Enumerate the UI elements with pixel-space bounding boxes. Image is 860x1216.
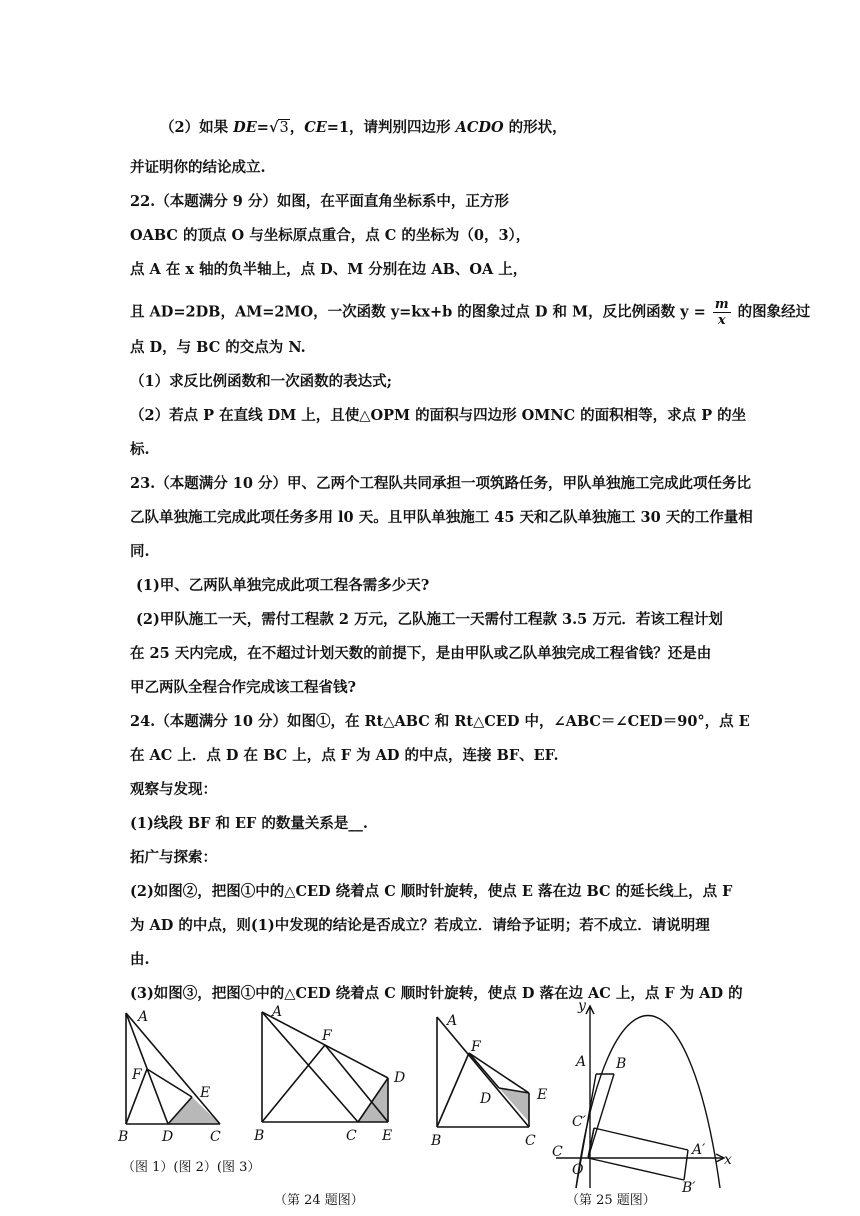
label-c: C [552, 1144, 563, 1160]
text-seg: =1，请判别四边形 [326, 119, 456, 136]
figure-2 [250, 1000, 420, 1146]
q22-line-2: OABC 的顶点 O 与坐标原点重合，点 C 的坐标为（0，3）， [130, 227, 531, 244]
q24-part2-line2: 为 AD 的中点，则(1)中发现的结论是否成立？若成立．请给予证明；若不成立．请说明理 [130, 917, 710, 934]
label-b: B [616, 1056, 627, 1072]
caption-q24: （第 24 题图） [274, 1193, 364, 1208]
figure-25 [548, 998, 738, 1193]
q24-extend: 拓广与探索： [130, 849, 217, 866]
label-a: A [447, 1013, 458, 1029]
text-seg: 且 AD=2DB，AM=2MO，一次函数 y=kx+b 的图象过点 D 和 M，反比例函数 y = [130, 303, 711, 321]
q24-part1: (1)线段 BF 和 EF 的数量关系是__. [130, 815, 368, 832]
q24-observe: 观察与发现： [130, 781, 217, 798]
q22-part1: （1）求反比例函数和一次函数的表达式; [130, 373, 392, 390]
figure-1 [110, 1005, 230, 1145]
q23-line-2: 乙队单独施工完成此项任务多用 l0 天。且甲队单独施工 45 天和乙队单独施工 30 天的工作量相 [130, 509, 753, 526]
q22-line-3: 点 A 在 x 轴的负半轴上，点 D、M 分别在边 AB、OA 上， [130, 261, 528, 278]
q21-part2-line [160, 118, 567, 138]
label-f: F [322, 1028, 332, 1044]
text-seg: DE [233, 119, 257, 136]
label-e: E [382, 1128, 393, 1144]
label-b: B [118, 1129, 129, 1145]
parabola [576, 1016, 720, 1189]
label-e: E [537, 1087, 548, 1103]
label-b: B [431, 1133, 442, 1149]
text-seg: （2）如果 [160, 119, 234, 136]
q23-line-3: 同. [130, 543, 150, 560]
text-seg: x [717, 313, 726, 328]
fraction-m-over-x [713, 297, 731, 328]
label-c: C [210, 1129, 221, 1145]
label-c-prime: C′ [572, 1114, 586, 1130]
text-seg: 的形状， [503, 119, 567, 136]
text-seg: 3 [279, 120, 289, 136]
label-y: y [578, 998, 586, 1014]
text-seg: m [714, 297, 729, 312]
sqrt-three: √3 [268, 119, 289, 136]
q22-part2-end: 标. [130, 441, 150, 458]
q24-part2: (2)如图②，把图①中的△CED 绕着点 C 顺时针旋转，使点 E 落在边 BC 的延长线上，点 F [130, 883, 733, 900]
label-a: A [272, 1004, 283, 1020]
label-f: F [471, 1039, 481, 1055]
text-seg: ACDO [455, 119, 504, 136]
label-c: C [346, 1128, 357, 1144]
text-seg: 的图象经过 [732, 303, 811, 321]
q24-line-1: 24.（本题满分 10 分）如图①，在 Rt△ABC 和 Rt△CED 中，∠ABC＝∠CED＝90°，点 E [130, 713, 750, 730]
label-b-prime: B′ [682, 1180, 696, 1193]
label-f: F [132, 1067, 142, 1083]
label-x: x [724, 1152, 732, 1168]
label-o: O [572, 1162, 584, 1178]
label-d: D [480, 1091, 492, 1107]
label-a: A [138, 1009, 149, 1025]
q22-line-4 [130, 297, 810, 328]
label-a-prime: A′ [692, 1142, 706, 1158]
q23-line-1: 23.（本题满分 10 分）甲、乙两个工程队共同承担一项筑路任务，甲队单独施工完成此项任务比 [130, 475, 751, 492]
text-seg: ， [289, 119, 305, 136]
q21-line-2: 并证明你的结论成立. [130, 159, 266, 176]
q22-part2: （2）若点 P 在直线 DM 上，且使△OPM 的面积与四边形 OMNC 的面积相等，求点 P 的坐 [130, 407, 747, 424]
label-b: B [254, 1128, 265, 1144]
text-seg: = [256, 119, 269, 136]
text-seg: CE [304, 119, 327, 136]
shaded-triangle [499, 1088, 529, 1122]
q23-part2: (2)甲队施工一天，需付工程款 2 万元，乙队施工一天需付工程款 3.5 万元．若该工程计划 [136, 611, 723, 628]
q23-part2-line3: 甲乙两队全程合作完成该工程省钱? [130, 679, 356, 696]
q24-part3: (3)如图③，把图①中的△CED 绕着点 C 顺时针旋转，使点 D 落在边 AC 上，点 F 为 AD 的 [130, 985, 743, 1002]
label-c: C [525, 1133, 536, 1149]
figure-3 [425, 1005, 555, 1151]
q22-line-1: 22.（本题满分 9 分）如图，在平面直角坐标系中，正方形 [130, 193, 509, 210]
caption-q25: （第 25 题图） [566, 1193, 656, 1208]
q23-part1: (1)甲、乙两队单独完成此项工程各需多少天? [136, 577, 430, 594]
shaded-triangle [168, 1097, 220, 1124]
label-a: A [576, 1054, 587, 1070]
label-e: E [200, 1085, 211, 1101]
q23-part2-line2: 在 25 天内完成，在不超过计划天数的前提下，是由甲队或乙队单独完成工程省钱？还是由 [130, 645, 712, 662]
label-d: D [162, 1129, 174, 1145]
label-d: D [394, 1070, 406, 1086]
q22-line-5: 点 D，与 BC 的交点为 N. [130, 339, 306, 356]
q24-part2-line3: 由. [130, 951, 150, 968]
caption-fig123: （图 1）(图 2）(图 3） [122, 1160, 261, 1175]
q24-line-2: 在 AC 上．点 D 在 BC 上，点 F 为 AD 的中点，连接 BF、EF. [130, 747, 559, 764]
